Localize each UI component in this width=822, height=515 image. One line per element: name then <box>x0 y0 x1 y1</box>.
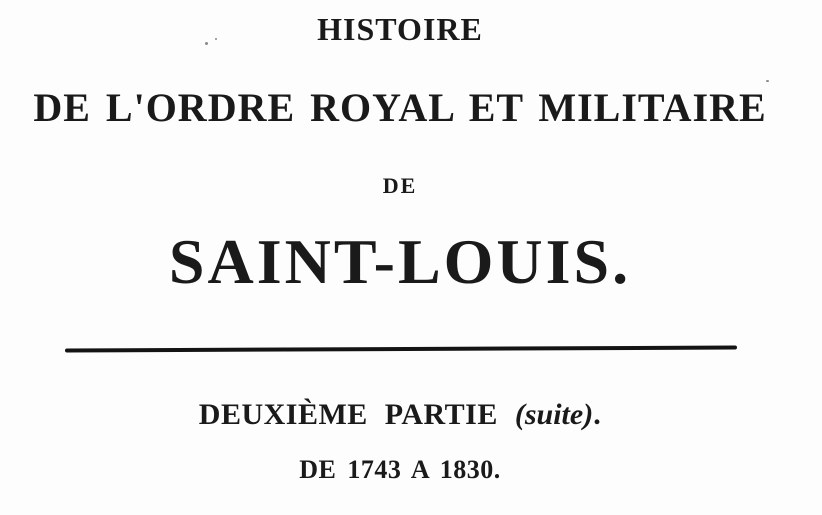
part-note-period: . <box>593 398 602 431</box>
part-note-italic: (suite) <box>514 398 594 431</box>
scan-speck <box>766 80 769 82</box>
separator-rule <box>65 346 737 353</box>
date-range: DE 1743 A 1830. <box>299 455 501 484</box>
main-title: SAINT-LOUIS. <box>168 226 632 297</box>
part-label: DEUXIÈME PARTIE <box>198 398 498 431</box>
subject-line: DE L'ORDRE ROYAL ET MILITAIRE <box>33 85 767 130</box>
series-title: HISTOIRE <box>317 11 483 47</box>
part-heading <box>0 400 800 430</box>
connector-de: DE <box>382 173 418 198</box>
